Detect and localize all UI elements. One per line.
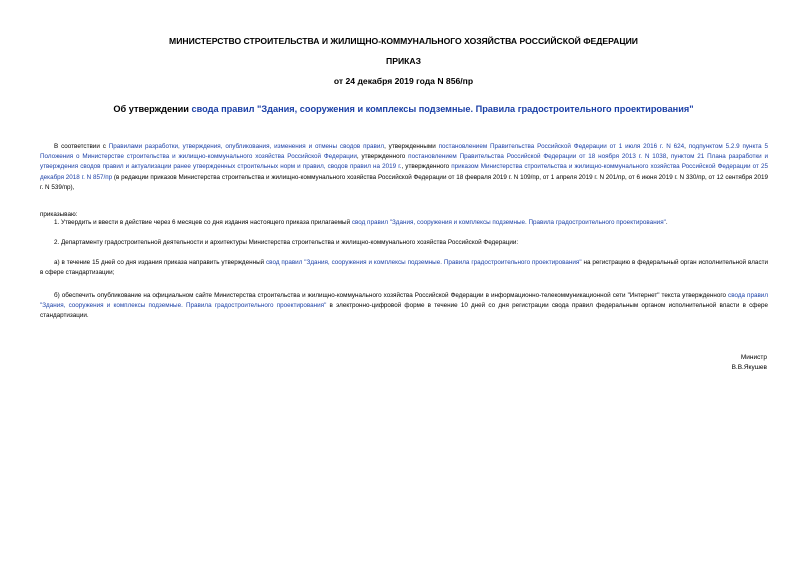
intro-paragraph xyxy=(40,142,768,193)
item-a xyxy=(40,258,768,278)
order-word: приказываю: xyxy=(40,211,78,218)
link-podpunkt-5-2-9[interactable]: подпунктом 5.2.9 пункта 5 Положения о Министерстве строительства и жилищно-коммунального хозяйства Российской Федерации xyxy=(40,143,769,161)
item-b-end: в электронно-цифровой форме в течение 10 дней со дня регистрации свода правил федеральным органом исполнительной власти в сфере стандартизации. xyxy=(40,302,768,320)
intro-text-5: , xyxy=(666,153,671,161)
intro-text-6: , утвержденного xyxy=(401,163,452,171)
item-1 xyxy=(40,218,768,228)
signature-role: Министр xyxy=(740,354,767,361)
item-b xyxy=(40,291,768,322)
link-prikaz-857[interactable]: приказом Министерства строительства и жилищно-коммунального хозяйства Российской Федерации от 25 декабря 2018 г. N 857/пр xyxy=(40,163,768,181)
item-1-end: . xyxy=(665,219,668,226)
intro-text-1: В соответствии с xyxy=(54,143,109,150)
ministry-title: МИНИСТЕРСТВО СТРОИТЕЛЬСТВА И ЖИЛИЩНО-КОММУНАЛЬНОГО ХОЗЯЙСТВА РОССИЙСКОЙ ФЕДЕРАЦИИ xyxy=(169,36,638,46)
intro-text-7: (в редакции приказов Министерства строительства и жилищно-коммунального хозяйства Российской Федерации от 18 февраля 2019 г. N 109/пр, от 1 апреля 2019 г. N 201/пр, от 6 июня 2019 г. N 330/пр, от 12 сентября 2019 г. N 539/пр), xyxy=(40,173,768,191)
signature-name: В.В.Якушев xyxy=(731,364,767,371)
item-b-text: б) обеспечить опубликование на официальном сайте Министерства строительства и жилищно-коммунального хозяйства Российской Федерации в информационно-телекоммуникационной сети "Интернет" текста утвержденного xyxy=(54,292,729,299)
item-1-text: 1. Утвердить и ввести в действие через 6 месяцев со дня издания настоящего приказа прилагаемый xyxy=(54,219,352,226)
link-punkt-21-plan[interactable]: пунктом 21 Плана разработки и утверждения сводов правил и актуализации ранее утвержденных строительных норм и правил, сводов правил на 2019 г. xyxy=(40,153,768,171)
item-1-link[interactable]: свод правил "Здания, сооружения и комплексы подземные. Правила градостроительного проектирования" xyxy=(351,219,666,226)
intro-text-3: , xyxy=(684,143,689,150)
document-type: ПРИКАЗ xyxy=(386,56,421,66)
item-2: 2. Департаменту градостроительной деятельности и архитектуры Министерства строительства и жилищно-коммунального хозяйства Российской Федерации: xyxy=(54,239,519,246)
subject-link[interactable]: свода правил "Здания, сооружения и комплексы подземные. Правила градостроительного проектирования" xyxy=(191,104,694,114)
document-date-number: от 24 декабря 2019 года N 856/пр xyxy=(333,76,474,86)
item-a-text: а) в течение 15 дней со дня издания приказа направить утвержденный xyxy=(54,259,267,266)
link-postanovlenie-624[interactable]: постановлением Правительства Российской Федерации от 1 июля 2016 г. N 624 xyxy=(438,143,685,150)
intro-text-2: , утвержденными xyxy=(384,143,439,150)
document-subject xyxy=(0,104,807,114)
item-a-link[interactable]: свод правил "Здания, сооружения и комплексы подземные. Правила градостроительного проектирования" xyxy=(266,259,582,266)
link-rules-svody-pravil[interactable]: Правилами разработки, утверждения, опубликования, изменения и отмены сводов правил xyxy=(108,143,385,150)
intro-text-4: , утвержденного xyxy=(356,153,409,161)
subject-prefix: Об утверждении xyxy=(113,104,192,114)
item-b-link[interactable]: свода правил "Здания, сооружения и комплексы подземные. Правила градостроительного проектирования" xyxy=(40,292,768,310)
item-a-end: на регистрацию в федеральный орган исполнительной власти в сфере стандартизации; xyxy=(40,259,768,277)
link-postanovlenie-1038[interactable]: постановлением Правительства Российской Федерации от 18 ноября 2013 г. N 1038 xyxy=(408,153,667,161)
